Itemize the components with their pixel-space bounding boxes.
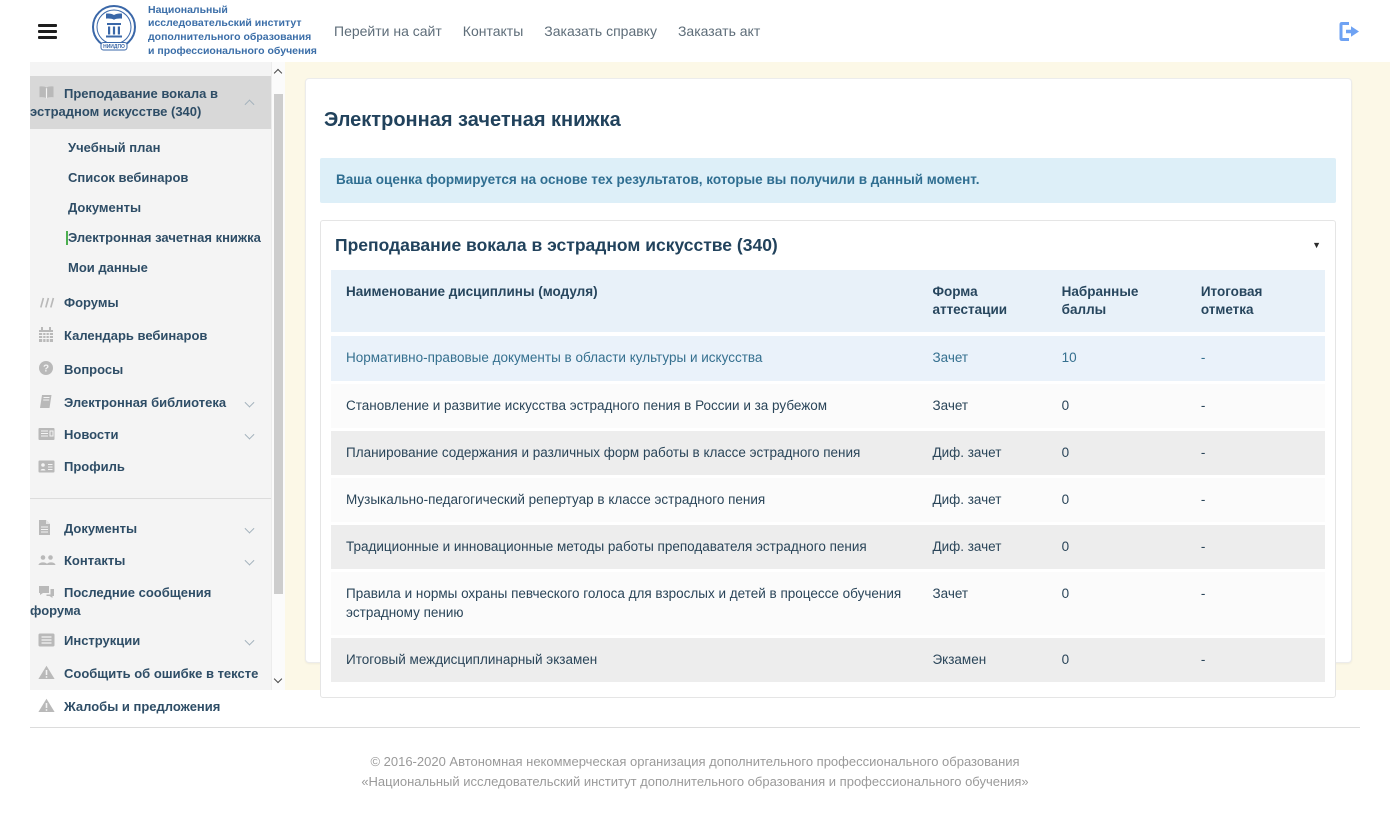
mark-cell: - xyxy=(1186,476,1325,523)
sign-out-icon xyxy=(1339,22,1360,41)
warning-icon xyxy=(38,665,56,684)
chevron-down-icon xyxy=(245,523,255,533)
sidebar-subitem-curriculum[interactable]: Учебный план xyxy=(68,140,161,155)
attestation-form-cell: Зачет xyxy=(917,334,1046,382)
sidebar-item-contacts[interactable] xyxy=(30,546,271,578)
discipline-name: Планирование содержания и различных форм работы в классе эстрадного пения xyxy=(331,429,917,476)
footer xyxy=(30,727,1360,792)
collapse-caret-icon[interactable]: ▼ xyxy=(1312,240,1321,251)
warning-icon xyxy=(38,698,56,717)
svg-text:НИИДПО: НИИДПО xyxy=(103,43,125,50)
discipline-name: Становление и развитие искусства эстрадного пения в России и за рубежом xyxy=(331,382,917,429)
copyright-line: © 2016-2020 Автономная некоммерческая организация дополнительного профессионального образования xyxy=(370,754,1020,769)
sidebar-item-profile[interactable] xyxy=(30,452,271,484)
column-header-discipline: Наименование дисциплины (модуля) xyxy=(331,270,917,334)
discipline-name: Правила и нормы охраны певческого голоса для взрослых и детей в процессе обучения эстрадному пению xyxy=(331,571,917,636)
info-alert: Ваша оценка формируется на основе тех результатов, которые вы получили в данный момент. xyxy=(320,158,1336,203)
course-panel-title: Преподавание вокала в эстрадном искусстве (340) xyxy=(335,234,778,255)
table-row xyxy=(331,571,1325,636)
sidebar-item-label: Электронная библиотека xyxy=(64,395,227,410)
sidebar-item-label: Жалобы и предложения xyxy=(64,699,221,714)
points-cell: 10 xyxy=(1047,334,1186,382)
sidebar-item-label: Сообщить об ошибке в тексте xyxy=(64,666,259,681)
points-cell: 0 xyxy=(1047,382,1186,429)
logout-button[interactable] xyxy=(1339,22,1360,41)
nav-link-site[interactable]: Перейти на сайт xyxy=(334,23,442,39)
mark-cell: - xyxy=(1186,524,1325,571)
attestation-form-cell: Диф. зачет xyxy=(917,524,1046,571)
messages-icon xyxy=(38,585,56,603)
sidebar-item-label: Профиль xyxy=(64,459,125,474)
table-row xyxy=(331,429,1325,476)
attestation-form-cell: Экзамен xyxy=(917,636,1046,683)
chevron-up-icon xyxy=(245,99,255,109)
points-cell: 0 xyxy=(1047,636,1186,683)
sidebar-subitem-gradebook[interactable]: Электронная зачетная книжка xyxy=(30,223,271,253)
top-header xyxy=(0,0,1390,62)
sidebar-subitem-documents[interactable]: Документы xyxy=(68,200,142,215)
table-row xyxy=(331,524,1325,571)
mark-cell: - xyxy=(1186,636,1325,683)
sidebar-item-label: Документы xyxy=(64,521,138,536)
content-card xyxy=(305,78,1352,667)
news-icon xyxy=(38,427,56,445)
chevron-down-icon xyxy=(245,636,255,646)
course-panel-header[interactable] xyxy=(321,221,1335,268)
scrollbar-thumb[interactable] xyxy=(274,94,283,594)
sidebar-item-webinar-calendar[interactable] xyxy=(30,320,271,353)
sidebar-item-latest-forum-messages[interactable] xyxy=(30,578,271,626)
main-content xyxy=(285,62,1390,690)
points-cell: 0 xyxy=(1047,476,1186,523)
institute-name-line: и профессионального обучения xyxy=(148,44,317,57)
sidebar-item-forums[interactable] xyxy=(30,287,271,320)
sidebar-item-label: Новости xyxy=(64,427,119,442)
copyright-line: «Национальный исследовательский институт дополнительного образования и профессионального обучения» xyxy=(361,774,1029,790)
institute-logo[interactable] xyxy=(90,4,138,59)
column-header-points: Набранные баллы xyxy=(1047,270,1186,334)
course-submenu xyxy=(30,129,271,287)
discipline-link[interactable]: Нормативно-правовые документы в области культуры и искусства xyxy=(331,334,917,382)
points-cell: 0 xyxy=(1047,429,1186,476)
book-open-icon xyxy=(38,85,56,104)
sidebar-item-label: Календарь вебинаров xyxy=(64,328,208,343)
forum-icon xyxy=(38,294,56,313)
calendar-icon xyxy=(38,327,56,346)
chevron-down-icon xyxy=(245,556,255,566)
nav-link-order-act[interactable]: Заказать акт xyxy=(677,23,761,39)
table-row xyxy=(331,636,1325,683)
sidebar-subitem-webinar-list[interactable]: Список вебинаров xyxy=(68,170,189,185)
mark-cell: - xyxy=(1186,571,1325,636)
sidebar-scrollbar[interactable] xyxy=(271,62,285,690)
library-icon xyxy=(38,394,56,413)
contacts-icon xyxy=(38,554,56,571)
column-header-attestation-form: Форма аттестации xyxy=(917,270,1046,334)
sidebar-item-course[interactable] xyxy=(30,76,271,129)
scroll-down-icon[interactable] xyxy=(274,675,282,683)
page-title: Электронная зачетная книжка xyxy=(324,109,621,131)
discipline-name: Традиционные и инновационные методы работы преподавателя эстрадного пения xyxy=(331,524,917,571)
course-panel xyxy=(320,220,1336,698)
nav-link-contacts[interactable]: Контакты xyxy=(462,23,524,39)
sidebar-item-label: Последние сообщения форума xyxy=(30,585,212,618)
sidebar-subitem-my-data[interactable]: Мои данные xyxy=(68,260,148,275)
sidebar-item-label: Форумы xyxy=(64,295,119,310)
sidebar-item-documents[interactable] xyxy=(30,513,271,546)
chevron-down-icon xyxy=(245,430,255,440)
nav-link-order-certificate[interactable]: Заказать справку xyxy=(544,23,657,39)
table-header-row xyxy=(331,270,1325,334)
table-row xyxy=(331,382,1325,429)
table-row xyxy=(331,476,1325,523)
mark-cell: - xyxy=(1186,382,1325,429)
sidebar-item-label: Преподавание вокала в эстрадном искусстве (340) xyxy=(30,86,218,119)
sidebar-item-label: Контакты xyxy=(64,553,126,568)
sidebar-item-elibrary[interactable] xyxy=(30,387,271,420)
mark-cell: - xyxy=(1186,334,1325,382)
attestation-form-cell: Диф. зачет xyxy=(917,429,1046,476)
discipline-name: Музыкально-педагогический репертуар в классе эстрадного пения xyxy=(331,476,917,523)
institute-name-line: Национальный исследовательский институт xyxy=(148,3,302,30)
chevron-down-icon xyxy=(245,397,255,407)
discipline-name: Итоговый междисциплинарный экзамен xyxy=(331,636,917,683)
sidebar-item-report-error[interactable] xyxy=(30,658,271,691)
sidebar-item-label: Вопросы xyxy=(64,362,124,377)
sidebar xyxy=(30,62,285,714)
institute-name-line: дополнительного образования xyxy=(148,31,312,43)
attestation-form-cell: Зачет xyxy=(917,382,1046,429)
gradebook-table xyxy=(331,270,1325,685)
points-cell: 0 xyxy=(1047,524,1186,571)
document-icon xyxy=(38,520,56,539)
attestation-form-cell: Зачет xyxy=(917,571,1046,636)
menu-toggle-button[interactable] xyxy=(38,21,57,42)
gradebook-table-wrap xyxy=(321,268,1335,697)
instructions-icon xyxy=(38,633,56,651)
attestation-form-cell: Диф. зачет xyxy=(917,476,1046,523)
points-cell: 0 xyxy=(1047,571,1186,636)
scroll-up-icon[interactable] xyxy=(274,69,282,77)
sidebar-item-complaints[interactable] xyxy=(30,691,271,724)
sidebar-item-label: Инструкции xyxy=(64,633,141,648)
sidebar-item-questions[interactable] xyxy=(30,353,271,387)
mark-cell: - xyxy=(1186,429,1325,476)
sidebar-item-instructions[interactable] xyxy=(30,626,271,658)
column-header-final-mark: Итоговая отметка xyxy=(1186,270,1325,334)
sidebar-divider xyxy=(30,498,271,499)
table-row xyxy=(331,334,1325,382)
svg-text:?: ? xyxy=(42,363,50,375)
sidebar-item-news[interactable] xyxy=(30,420,271,452)
institute-name xyxy=(148,4,318,59)
profile-card-icon xyxy=(38,460,56,477)
question-icon xyxy=(38,360,56,380)
top-navigation xyxy=(334,23,760,39)
